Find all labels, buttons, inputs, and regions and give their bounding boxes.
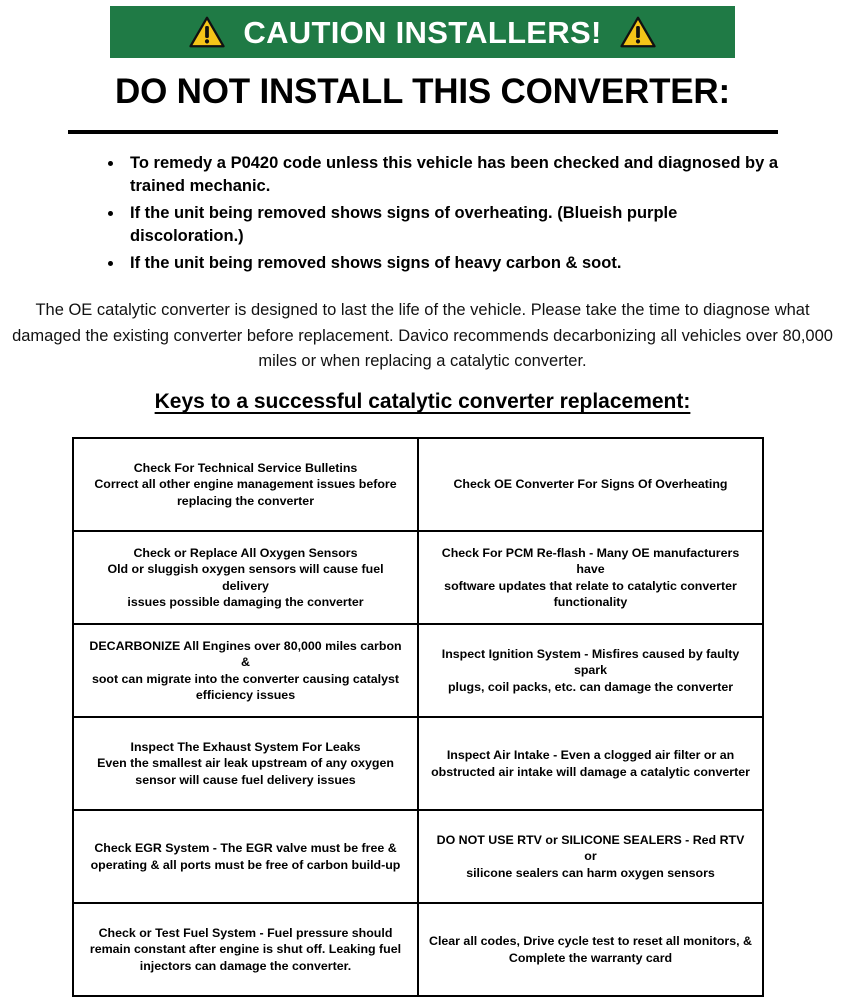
table-cell — [418, 624, 763, 717]
cell-line: Check or Replace All Oxygen Sensors — [133, 545, 358, 560]
cell-line: replacing the converter — [176, 493, 315, 508]
cell-line: efficiency issues — [195, 687, 296, 702]
cell-line: DO NOT USE RTV or SILICONE SEALERS - Red RTV or — [436, 832, 745, 864]
table-cell — [418, 903, 763, 996]
warning-triangle-icon — [189, 16, 225, 48]
keys-section-title: Keys to a successful catalytic converter replacement: — [154, 390, 691, 413]
warning-triangle-icon — [620, 16, 656, 48]
keys-table — [72, 437, 764, 997]
list-item: • To remedy a P0420 code unless this vehicle has been checked and diagnosed by a trained mechanic. — [124, 152, 784, 199]
cell-line: Check For Technical Service Bulletins — [133, 460, 358, 475]
cell-line: Old or sluggish oxygen sensors will cause fuel delivery — [107, 562, 384, 593]
table-row — [73, 903, 763, 996]
cell-line: Complete the warranty card — [508, 950, 673, 965]
cell-line: Check or Test Fuel System - Fuel pressure should — [98, 925, 393, 940]
cell-line: Inspect The Exhaust System For Leaks — [130, 739, 361, 754]
table-cell — [418, 810, 763, 903]
table-row — [73, 624, 763, 717]
cell-line: functionality — [553, 594, 628, 609]
do-not-install-list — [96, 152, 784, 278]
cell-line: remain constant after engine is shut off. Leaking fuel — [89, 942, 402, 957]
table-cell — [73, 624, 418, 717]
cell-line: sensor will cause fuel delivery issues — [135, 772, 356, 787]
cell-line: issues possible damaging the converter — [127, 594, 364, 609]
cell-line: injectors can damage the converter. — [139, 958, 352, 973]
intro-paragraph: The OE catalytic converter is designed to last the life of the vehicle. Please take the time to diagnose what damaged the existing converter before replacement. Davico recommends decarbonizing all vehicles over 80,000 miles or when replacing a catalytic converter. — [12, 301, 833, 371]
caution-banner-text: CAUTION INSTALLERS! — [243, 14, 602, 50]
table-row — [73, 531, 763, 624]
cell-line: Even the smallest air leak upstream of any oxygen — [97, 756, 394, 771]
table-cell — [73, 717, 418, 810]
table-row — [73, 438, 763, 531]
cell-line: obstructed air intake will damage a catalytic converter — [431, 764, 750, 779]
cell-line: Inspect Air Intake - Even a clogged air filter or an — [446, 748, 735, 763]
list-item: • If the unit being removed shows signs of heavy carbon & soot. — [124, 252, 784, 275]
cell-line: silicone sealers can harm oxygen sensors — [466, 865, 715, 880]
table-row — [73, 717, 763, 810]
list-item: • If the unit being removed shows signs of overheating. (Blueish purple discoloration.) — [124, 202, 784, 249]
cell-line: operating & all ports must be free of carbon build-up — [90, 857, 401, 872]
cell-line: Correct all other engine management issues before — [94, 477, 397, 492]
table-cell — [73, 438, 418, 531]
cell-line: DECARBONIZE All Engines over 80,000 miles carbon & — [89, 638, 402, 670]
table-cell — [73, 810, 418, 903]
page-title: DO NOT INSTALL THIS CONVERTER: — [115, 72, 730, 111]
divider — [68, 130, 778, 134]
caution-banner — [110, 6, 735, 58]
cell-line: soot can migrate into the converter causing catalyst — [91, 671, 400, 686]
table-cell — [418, 531, 763, 624]
table-row — [73, 810, 763, 903]
cell-line: Clear all codes, Drive cycle test to reset all monitors, & — [429, 934, 752, 949]
cell-line: plugs, coil packs, etc. can damage the converter — [447, 679, 734, 694]
table-cell — [418, 438, 763, 531]
cell-line: Inspect Ignition System - Misfires caused by faulty spark — [441, 646, 740, 678]
cell-line: Check EGR System - The EGR valve must be free & — [94, 841, 397, 856]
table-cell — [73, 903, 418, 996]
table-cell — [73, 531, 418, 624]
cell-line: Check OE Converter For Signs Of Overheating — [453, 477, 728, 492]
cell-line: software updates that relate to catalytic converter — [444, 578, 737, 593]
cell-line: Check For PCM Re-flash - Many OE manufacturers have — [441, 545, 740, 577]
table-cell — [418, 717, 763, 810]
